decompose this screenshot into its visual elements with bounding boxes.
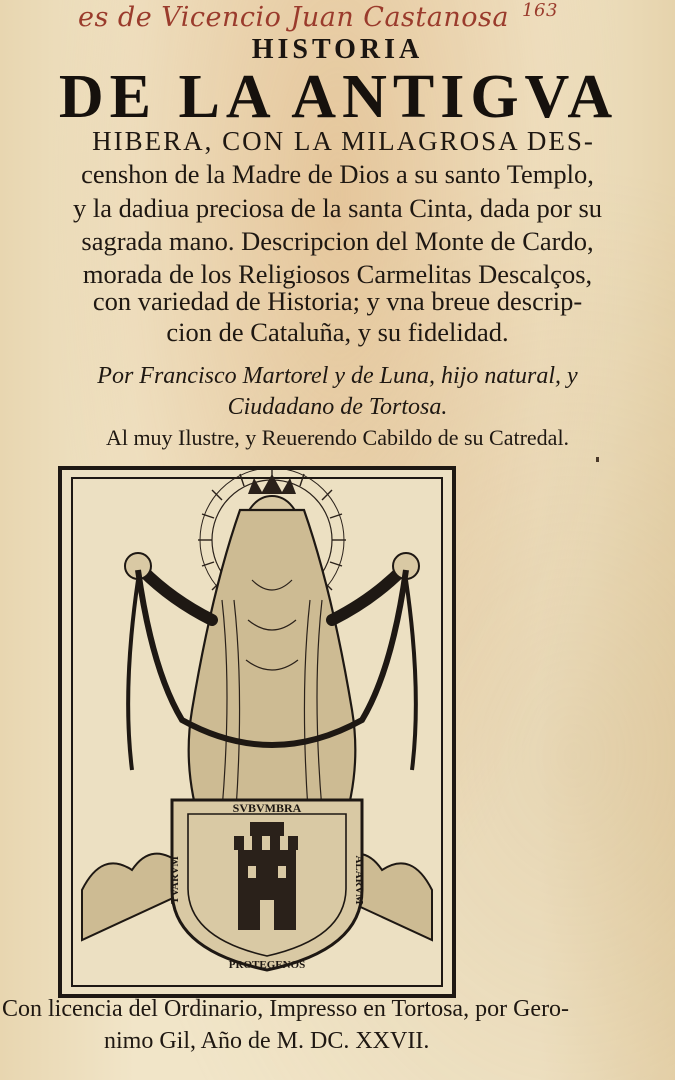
left-arm: [142, 570, 212, 620]
motto-top: SVBVMBRA: [232, 801, 302, 815]
description-line-5: morada de los Religiosos Carmelitas Descalços,: [82, 259, 593, 289]
description-line-7: cion de Cataluña, y su fidelidad.: [166, 317, 509, 347]
folio-number: 163: [522, 0, 558, 21]
imprint-line-1: Con licencia del Ordinario, Impresso en Tortosa, por Gero-: [2, 996, 570, 1022]
description-line-6: con variedad de Historia; y vna breue descrip-: [92, 286, 583, 316]
woodcut-illustration: [58, 466, 456, 998]
dedication-line: Al muy Ilustre, y Reuerendo Cabildo de su Catredal.: [105, 425, 570, 450]
imprint-line-2: nimo Gil, Año de M. DC. XXVII.: [104, 1028, 430, 1054]
author-line-1: Por Francisco Martorel y de Luna, hijo natural, y: [97, 363, 578, 389]
motto-bottom: PROTEGENOS: [228, 959, 306, 971]
title-line-historia: HISTORIA: [251, 34, 424, 65]
inscription-text: es de Vicencio Juan Castanosa: [78, 2, 509, 33]
description-line-4: sagrada mano. Descripcion del Monte de Cardo,: [81, 226, 594, 256]
description-line-1: HIBERA, CON LA MILAGROSA DES-: [92, 126, 595, 156]
motto-right: ALARVM: [353, 855, 365, 905]
motto-left: TVARVM: [169, 856, 181, 904]
virgin-with-sacred-girdle-woodcut: [62, 470, 452, 994]
ink-speck: [596, 457, 599, 462]
right-arm: [332, 570, 402, 620]
author-line-2: Ciudadano de Tortosa.: [227, 394, 448, 420]
description-line-2: censhon de la Madre de Dios a su santo Templo,: [81, 159, 594, 189]
title-line-main: DE LA ANTIGVA: [58, 63, 619, 131]
description-line-3: y la dadiua preciosa de la santa Cinta, dada por su: [72, 193, 603, 223]
